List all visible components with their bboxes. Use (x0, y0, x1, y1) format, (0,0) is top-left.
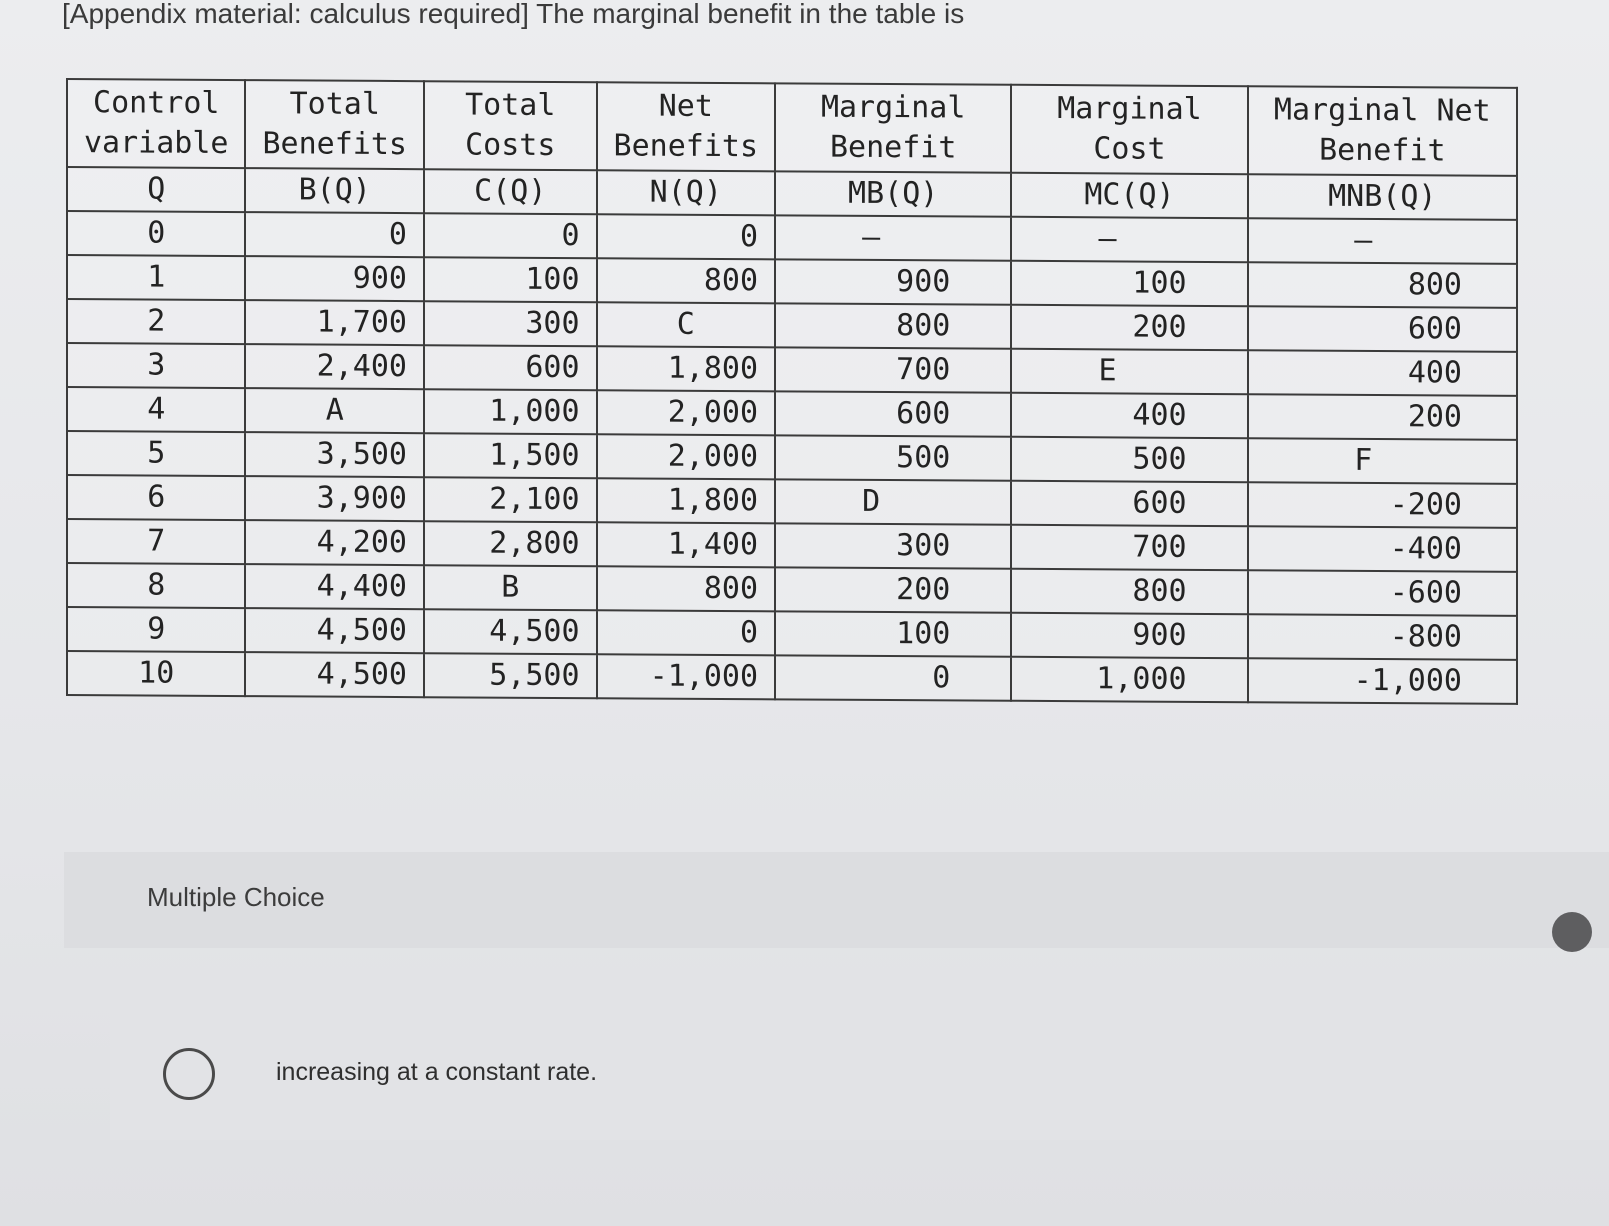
table-header-labels (67, 79, 1517, 176)
cell-mb: 100 (775, 611, 1011, 656)
cell-mb: – (775, 215, 1011, 260)
cell-mb: 900 (775, 259, 1011, 304)
cell-b: 3,900 (245, 476, 424, 521)
cell-mc: 100 (1011, 261, 1247, 306)
cell-b: 4,500 (245, 608, 424, 653)
cell-mnb: -600 (1248, 570, 1517, 616)
cell-c: 1,500 (424, 433, 597, 478)
cell-mb: D (775, 479, 1011, 524)
cell-n: -1,000 (597, 654, 776, 699)
cell-n: 0 (597, 214, 776, 259)
cell-mnb: -1,000 (1248, 658, 1517, 704)
cell-mnb: -400 (1248, 526, 1517, 572)
cell-mb: 200 (775, 567, 1011, 612)
header-b-label: Total Benefits (245, 80, 424, 169)
cell-q: 4 (67, 387, 245, 432)
cell-q: 1 (67, 255, 245, 300)
cell-b: 4,500 (245, 652, 424, 697)
cell-mnb: -200 (1248, 482, 1517, 528)
cell-c: 4,500 (424, 609, 597, 654)
cell-b: 2,400 (245, 344, 424, 389)
cell-mnb: 600 (1248, 306, 1517, 352)
cell-c: 0 (424, 213, 597, 258)
cell-q: 6 (67, 475, 245, 520)
cell-q: 7 (67, 519, 245, 564)
question-text: [Appendix material: calculus required] The marginal benefit in the table is (62, 0, 965, 29)
cell-c: 100 (424, 257, 597, 302)
cell-mb: 800 (775, 303, 1011, 348)
header-c-label: Total Costs (424, 81, 597, 170)
header-q-label: Control variable (67, 79, 245, 168)
cell-mc: E (1011, 349, 1247, 394)
cell-n: 1,800 (597, 346, 776, 391)
cell-n: 800 (597, 258, 776, 303)
cell-mc: 800 (1011, 569, 1247, 614)
option-radio-button[interactable] (163, 1048, 215, 1100)
cell-mb: 0 (775, 655, 1011, 700)
cell-q: 0 (67, 211, 245, 256)
cell-mc: – (1011, 217, 1247, 262)
scroll-indicator-dot (1552, 912, 1592, 952)
cell-q: 8 (67, 563, 245, 608)
benefits-cost-table (66, 78, 1518, 705)
header-n-symbol: N(Q) (597, 170, 776, 215)
table-row (67, 651, 1517, 704)
header-mnb-label: Marginal Net Benefit (1248, 86, 1517, 176)
cell-n: 2,000 (597, 434, 776, 479)
cell-n: 1,400 (597, 522, 776, 567)
cell-n: C (597, 302, 776, 347)
cell-mb: 300 (775, 523, 1011, 568)
cell-mnb: F (1248, 438, 1517, 484)
cell-q: 2 (67, 299, 245, 344)
multiple-choice-label: Multiple Choice (147, 882, 325, 912)
cell-n: 2,000 (597, 390, 776, 435)
cell-b: 1,700 (245, 300, 424, 345)
cell-mb: 500 (775, 435, 1011, 480)
header-mb-symbol: MB(Q) (775, 171, 1011, 216)
cell-c: 600 (424, 345, 597, 390)
header-mb-label: Marginal Benefit (775, 83, 1011, 172)
cell-c: B (424, 565, 597, 610)
cell-n: 0 (597, 610, 776, 655)
cell-q: 9 (67, 607, 245, 652)
header-mc-symbol: MC(Q) (1011, 173, 1247, 218)
cell-mc: 400 (1011, 393, 1247, 438)
cell-c: 1,000 (424, 389, 597, 434)
header-c-symbol: C(Q) (424, 169, 597, 214)
cell-n: 1,800 (597, 478, 776, 523)
header-n-label: Net Benefits (597, 82, 776, 171)
cell-mnb: -800 (1248, 614, 1517, 660)
cell-mc: 700 (1011, 525, 1247, 570)
cell-c: 2,100 (424, 477, 597, 522)
cell-b: A (245, 388, 424, 433)
header-q-symbol: Q (67, 167, 245, 212)
cell-b: 0 (245, 212, 424, 257)
cell-mc: 500 (1011, 437, 1247, 482)
cell-mb: 700 (775, 347, 1011, 392)
cell-mc: 900 (1011, 613, 1247, 658)
cell-mnb: 800 (1248, 262, 1517, 308)
cell-b: 4,200 (245, 520, 424, 565)
header-mnb-symbol: MNB(Q) (1248, 174, 1517, 220)
cell-b: 3,500 (245, 432, 424, 477)
cell-q: 3 (67, 343, 245, 388)
cell-mc: 1,000 (1011, 657, 1247, 702)
cell-n: 800 (597, 566, 776, 611)
cell-mnb: – (1248, 218, 1517, 264)
cell-mc: 600 (1011, 481, 1247, 526)
cell-q: 5 (67, 431, 245, 476)
cell-c: 2,800 (424, 521, 597, 566)
cell-mnb: 200 (1248, 394, 1517, 440)
cell-b: 900 (245, 256, 424, 301)
cell-q: 10 (67, 651, 245, 696)
option-text[interactable]: increasing at a constant rate. (276, 1058, 598, 1086)
header-b-symbol: B(Q) (245, 168, 424, 213)
cell-mnb: 400 (1248, 350, 1517, 396)
cell-b: 4,400 (245, 564, 424, 609)
header-mc-label: Marginal Cost (1011, 85, 1247, 174)
cell-c: 300 (424, 301, 597, 346)
cell-mb: 600 (775, 391, 1011, 436)
table-body (67, 211, 1517, 704)
cell-c: 5,500 (424, 653, 597, 698)
cell-mc: 200 (1011, 305, 1247, 350)
